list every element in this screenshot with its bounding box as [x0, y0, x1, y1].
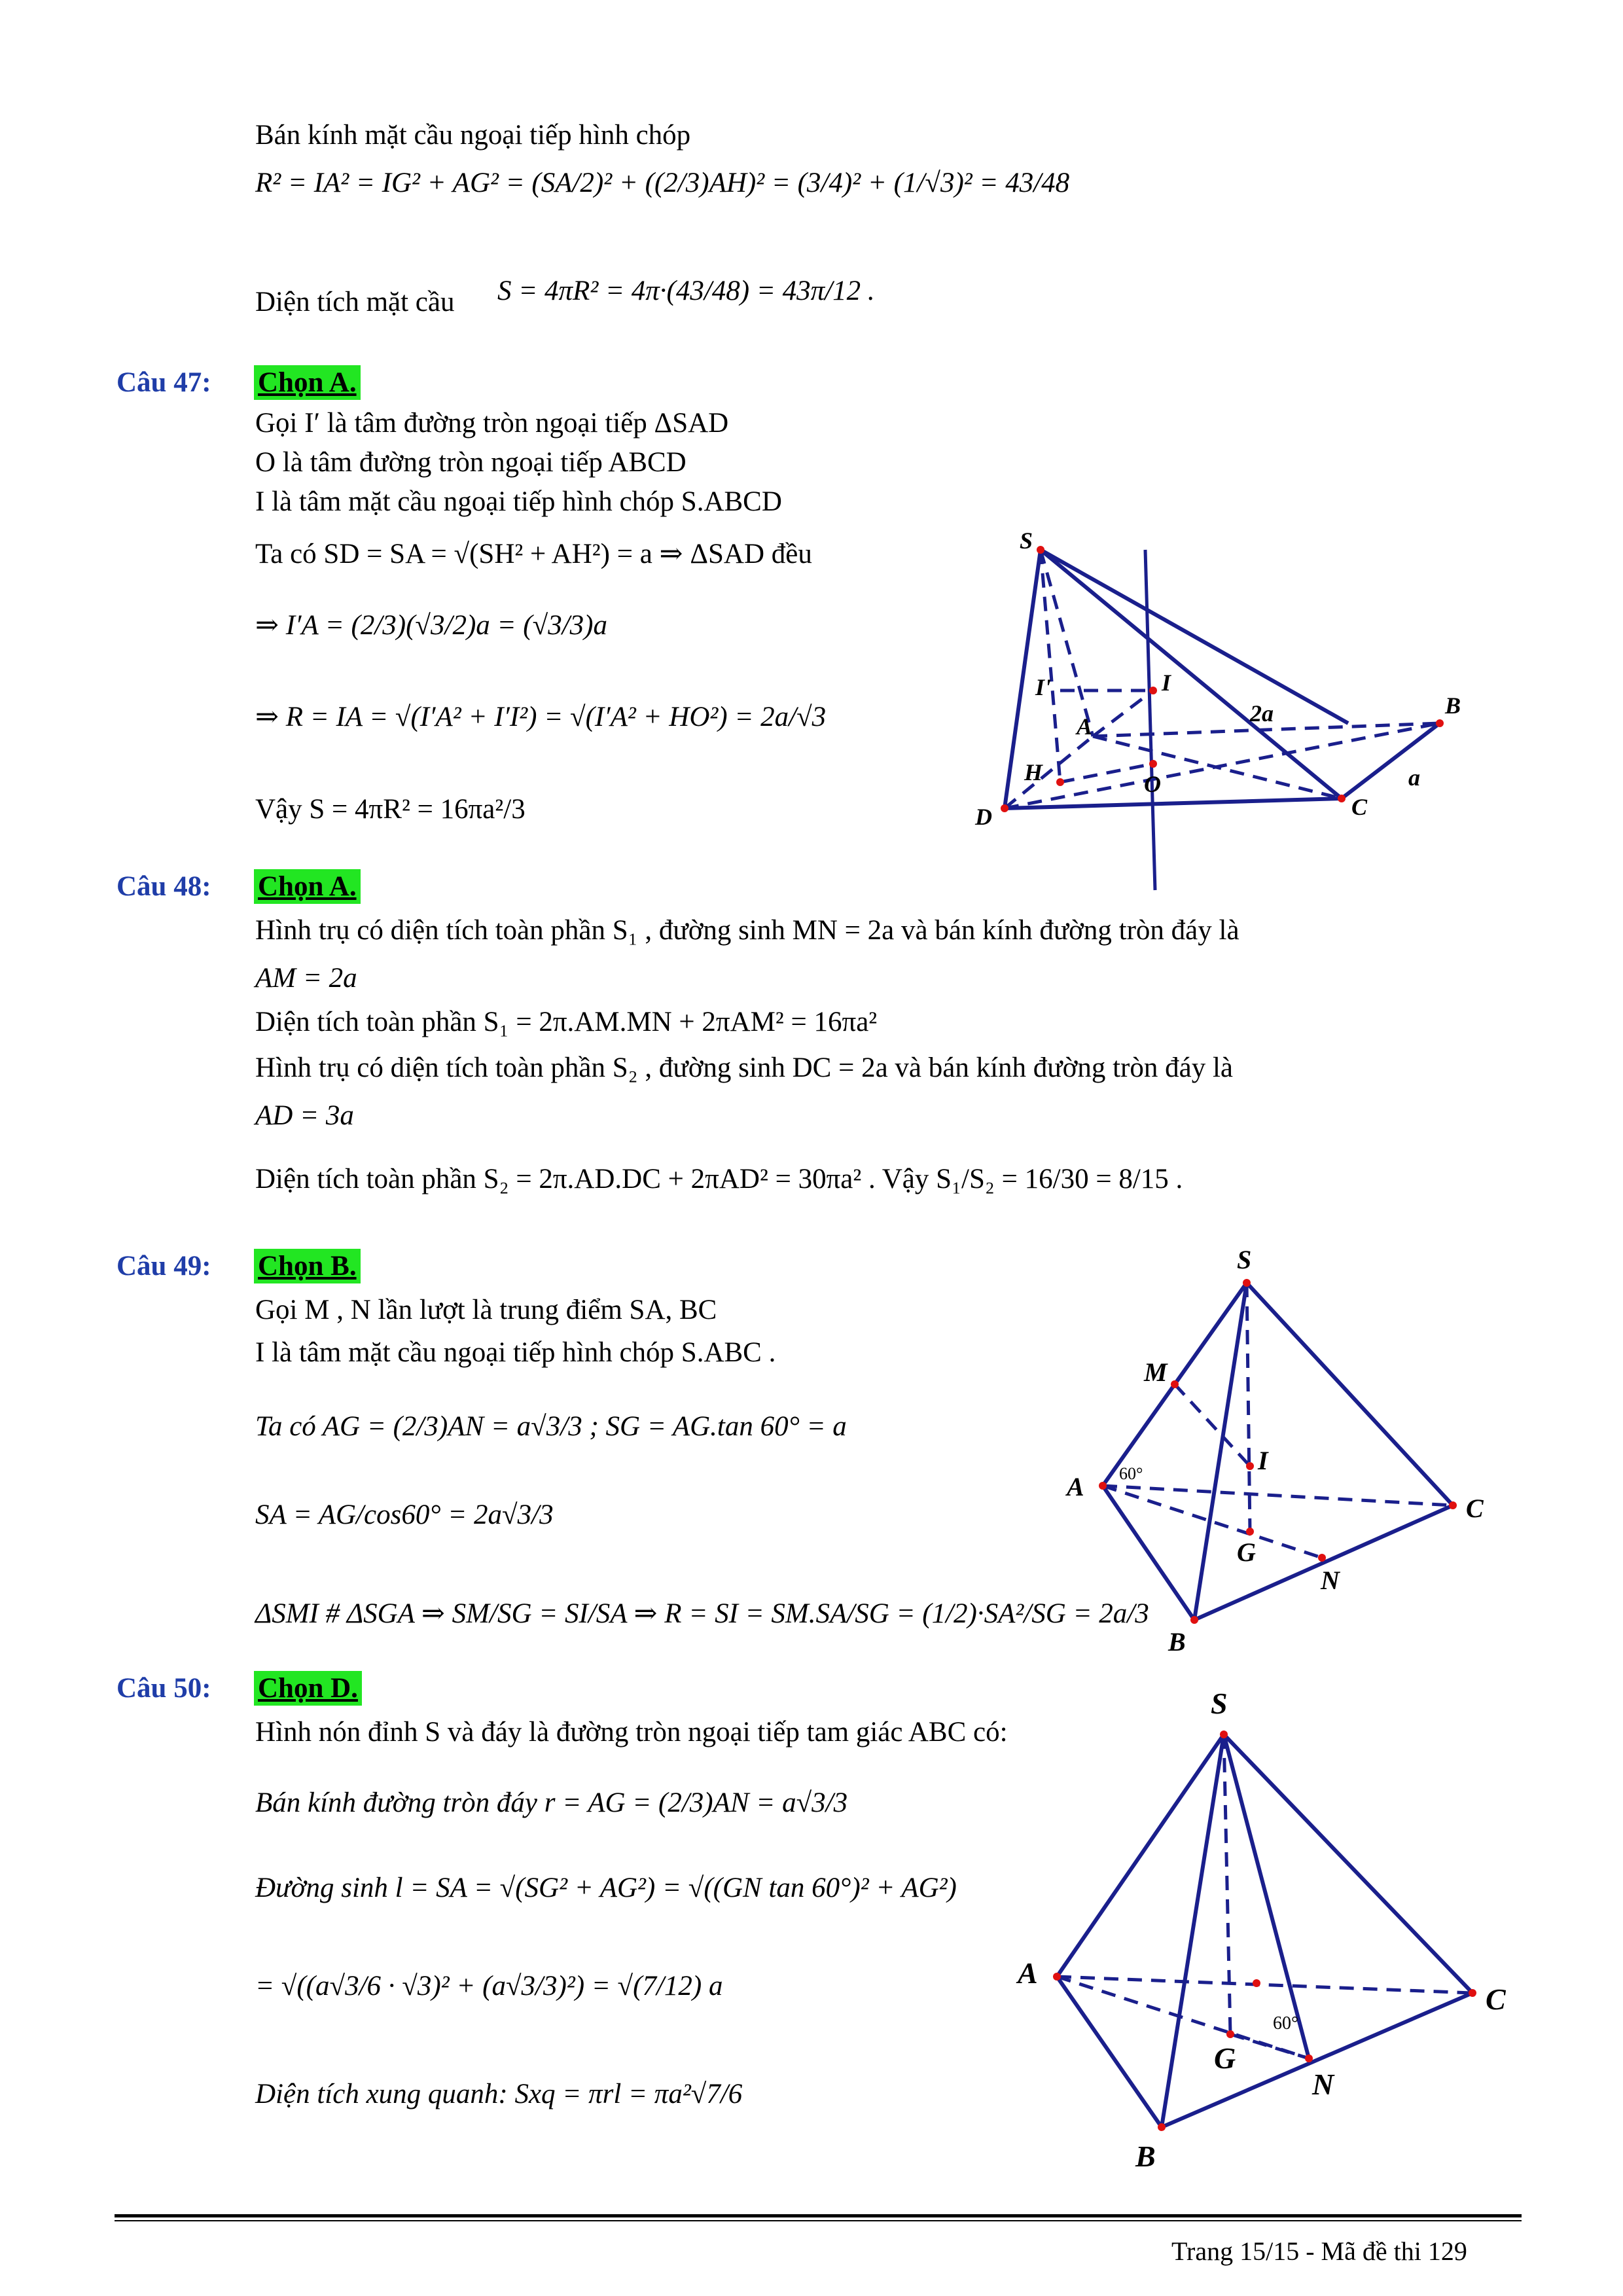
edge-SA [1057, 1734, 1224, 1977]
axis-line [1145, 550, 1155, 890]
q49-label-S: S [1237, 1245, 1252, 1274]
q47-label-D: D [975, 804, 992, 830]
point-S [1037, 546, 1044, 554]
q50-line3: Đường sinh l = SA = √(SG² + AG²) = √((GN tan 60°)² + AG²) [255, 1873, 957, 1903]
q49-label-60: 60° [1119, 1464, 1143, 1483]
point-B [1158, 2123, 1166, 2131]
q47-heading: Câu 47: [116, 367, 211, 398]
q50-label-N: N [1312, 2068, 1334, 2101]
q47-line4: Ta có SD = SA = √(SH² + AH²) = a ⇒ ΔSAD đều [255, 539, 812, 569]
q48-line6: Diện tích toàn phần S₂ = 2π.AD.DC + 2πAD² = 30πa² . Vậy S₁/S₂ = 16/30 = 8/15 . [255, 1164, 1183, 1194]
q47-line3: I là tâm mặt cầu ngoại tiếp hình chóp S.ABCD [255, 486, 782, 517]
edge-SA [1041, 550, 1093, 736]
q50-line1: Hình nón đỉnh S và đáy là đường tròn ngoại tiếp tam giác ABC có: [255, 1717, 1008, 1748]
edge-SC [1247, 1283, 1453, 1505]
radius-title: Bán kính mặt cầu ngoại tiếp hình chóp [255, 120, 691, 151]
edge-SB [1194, 1283, 1247, 1620]
q48-line2: AM = 2a [255, 963, 357, 994]
point-B [1190, 1616, 1198, 1624]
q49-label-A: A [1067, 1472, 1084, 1501]
point-I [1246, 1462, 1254, 1470]
q50-heading: Câu 50: [116, 1673, 211, 1704]
edge-SN [1224, 1734, 1309, 2058]
q47-line6: ⇒ R = IA = √(I′A² + I′I²) = √(I′A² + HO²) = 2a/√3 [255, 702, 827, 732]
footer-page: Trang 15/15 - Mã đề thi 129 [1171, 2236, 1467, 2266]
edge-SC [1224, 1734, 1472, 1993]
seg-MI [1175, 1384, 1250, 1466]
q49-label-G: G [1237, 1537, 1256, 1567]
area-label: Diện tích mặt cầu [255, 287, 455, 317]
point-I [1149, 687, 1157, 694]
q50-label-A: A [1018, 1956, 1038, 1990]
q50-label-G: G [1214, 2041, 1236, 2075]
point-N [1318, 1554, 1326, 1562]
q49-label-B: B [1168, 1627, 1186, 1657]
q49-line5: ΔSMI # ΔSGA ⇒ SM/SG = SI/SA ⇒ R = SI = SM.SA/SG = (1/2)·SA²/SG = 2a/3 [255, 1598, 1149, 1629]
point-H [1056, 778, 1064, 786]
edge-SB [1041, 550, 1348, 723]
edge-CB [1342, 723, 1440, 798]
diag-DB [1005, 723, 1440, 808]
q49-label-N: N [1321, 1566, 1340, 1595]
q50-label-60: 60° [1273, 2013, 1299, 2034]
q48-answer: Chọn A. [254, 869, 361, 904]
point-S [1220, 1731, 1228, 1738]
q49-line2: I là tâm mặt cầu ngoại tiếp hình chóp S.ABC . [255, 1337, 776, 1368]
q48-line4: Hình trụ có diện tích toàn phần S₂ , đường sinh DC = 2a và bán kính đường tròn đáy là [255, 1052, 1233, 1083]
q47-label-S: S [1020, 528, 1033, 554]
q49-line1: Gọi M , N lần lượt là trung điểm SA, BC [255, 1295, 717, 1325]
q50-line5: Diện tích xung quanh: Sxq = πrl = πa²√7/6 [255, 2079, 743, 2109]
seg-AI [1093, 691, 1153, 736]
q47-label-I-prime: I' [1035, 674, 1052, 700]
q49-line4: SA = AG/cos60° = 2a√3/3 [255, 1499, 554, 1530]
q47-line1: Gọi I′ là tâm đường tròn ngoại tiếp ΔSAD [255, 408, 729, 439]
q47-figure [969, 524, 1492, 903]
q47-label-2a: 2a [1250, 700, 1274, 726]
point-G [1226, 2030, 1234, 2038]
area-formula: S = 4πR² = 4π·(43/48) = 43π/12 . [497, 276, 875, 306]
q50-figure [1008, 1682, 1518, 2179]
q50-label-C: C [1486, 1982, 1506, 2016]
q49-line3: Ta có AG = (2/3)AN = a√3/3 ; SG = AG.tan 60° = a [255, 1411, 847, 1442]
q48-line5: AD = 3a [255, 1100, 354, 1131]
edge-BC [1162, 1993, 1472, 2127]
q50-line2: Bán kính đường tròn đáy r = AG = (2/3)AN = a√3/3 [255, 1787, 848, 1818]
q48-heading: Câu 48: [116, 871, 211, 902]
point-A [1099, 1482, 1107, 1490]
q49-answer: Chọn B. [254, 1249, 361, 1283]
q47-label-C: C [1351, 794, 1368, 820]
point-N [1305, 2054, 1313, 2062]
q47-line2: O là tâm đường tròn ngoại tiếp ABCD [255, 447, 687, 478]
q48-line1: Hình trụ có diện tích toàn phần S₁ , đường sinh MN = 2a và bán kính đường tròn đáy là [255, 915, 1240, 946]
q49-label-M: M [1144, 1357, 1168, 1387]
point-D [1001, 804, 1008, 812]
q49-label-I: I [1258, 1446, 1268, 1475]
point-A [1053, 1973, 1061, 1981]
q48-line3: Diện tích toàn phần S₁ = 2π.AM.MN + 2πAM² = 16πa² [255, 1007, 878, 1037]
q50-answer: Chọn D. [254, 1671, 362, 1706]
q47-line7: Vậy S = 4πR² = 16πa²/3 [255, 794, 526, 825]
q47-label-I: I [1162, 670, 1171, 696]
q47-line5: ⇒ I′A = (2/3)(√3/2)a = (√3/3)a [255, 610, 607, 641]
footer-rule-thin [115, 2220, 1522, 2221]
q47-label-H: H [1024, 759, 1043, 785]
edge-BC [1194, 1505, 1453, 1620]
q47-label-A: A [1077, 713, 1093, 740]
q50-line4: = √((a√3/6 · √3)² + (a√3/3)²) = √(7/12) a [255, 1971, 723, 2001]
point-G [1246, 1528, 1254, 1535]
point-C [1469, 1989, 1476, 1997]
q47-label-B: B [1445, 692, 1461, 719]
q50-label-B: B [1135, 2140, 1156, 2173]
edge-DA [1005, 736, 1093, 808]
point-O [1149, 760, 1157, 768]
edge-AB [1103, 1486, 1194, 1620]
footer-rule-thick [115, 2214, 1522, 2217]
point-C [1449, 1501, 1457, 1509]
q49-label-C: C [1466, 1494, 1484, 1523]
edge-AC [1057, 1977, 1472, 1993]
seg-SG [1224, 1734, 1230, 2034]
point-B [1436, 719, 1444, 727]
q49-heading: Câu 49: [116, 1251, 211, 1282]
point-M [1171, 1380, 1179, 1388]
q47-label-O: O [1144, 771, 1161, 797]
q49-figure [1047, 1244, 1505, 1662]
radius-formula: R² = IA² = IG² + AG² = (SA/2)² + ((2/3)AH)² = (3/4)² + (1/√3)² = 43/48 [255, 168, 1070, 198]
q50-label-S: S [1211, 1687, 1228, 1720]
point-C [1338, 795, 1346, 802]
seg-HO [1060, 764, 1153, 782]
point-S [1243, 1279, 1251, 1287]
q47-label-a: a [1408, 764, 1420, 791]
edge-AB [1057, 1977, 1162, 2127]
point-center [1253, 1979, 1260, 1987]
q47-answer: Chọn A. [254, 365, 361, 400]
